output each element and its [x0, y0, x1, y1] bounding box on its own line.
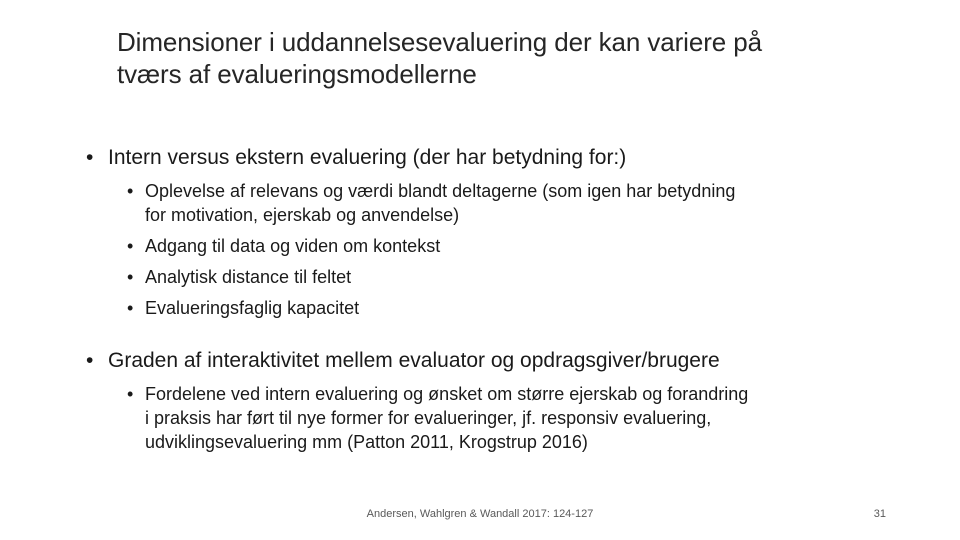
sub-bullet-text-continued: for motivation, ejerskab og anvendelse) — [145, 205, 460, 225]
bullet-text: Intern versus ekstern evaluering (der har betydning for:) — [108, 146, 627, 169]
sub-bullet-text: Adgang til data og viden om kontekst — [145, 236, 441, 256]
sub-bullet-text: Oplevelse af relevans og værdi blandt deltagerne (som igen har betydning — [145, 181, 736, 201]
bullet-text: Graden af interaktivitet mellem evaluator og opdragsgiver/brugere — [108, 349, 720, 372]
sub-bullet-item — [127, 179, 916, 227]
sub-bullet-text: Analytisk distance til feltet — [145, 267, 352, 287]
slide-title — [117, 26, 897, 90]
slide-footer: Andersen, Wahlgren & Wandall 2017: 124-127 — [366, 508, 594, 520]
sub-bullet-text-continued: i praksis har ført til nye former for evalueringer, jf. responsiv evaluering, — [145, 408, 712, 428]
bullet-item — [86, 143, 916, 173]
bullet-icon: • — [127, 298, 134, 318]
sub-bullet-item — [127, 382, 916, 454]
bullet-icon: • — [127, 236, 134, 256]
bullet-icon: • — [127, 267, 134, 287]
bullet-group-1 — [86, 143, 916, 320]
sub-bullet-list — [86, 179, 916, 320]
bullet-icon: • — [86, 146, 94, 169]
sub-bullet-text: Fordelene ved intern evaluering og ønsket om større ejerskab og forandring — [145, 384, 749, 404]
bullet-icon: • — [127, 384, 134, 404]
slide-content — [86, 143, 916, 454]
slide-number: 31 — [873, 508, 886, 520]
title-line-1: Dimensioner i uddannelsesevaluering der kan variere på — [117, 27, 762, 57]
title-line-2: tværs af evalueringsmodellerne — [117, 59, 477, 89]
sub-bullet-item — [127, 234, 916, 258]
bullet-group-2 — [86, 346, 916, 454]
sub-bullet-item — [127, 265, 916, 289]
bullet-icon: • — [86, 349, 94, 372]
sub-bullet-list — [86, 382, 916, 454]
sub-bullet-text: Evalueringsfaglig kapacitet — [145, 298, 360, 318]
sub-bullet-text-continued: udviklingsevaluering mm (Patton 2011, Krogstrup 2016) — [145, 432, 588, 452]
bullet-item — [86, 346, 916, 376]
bullet-icon: • — [127, 181, 134, 201]
sub-bullet-item — [127, 296, 916, 320]
